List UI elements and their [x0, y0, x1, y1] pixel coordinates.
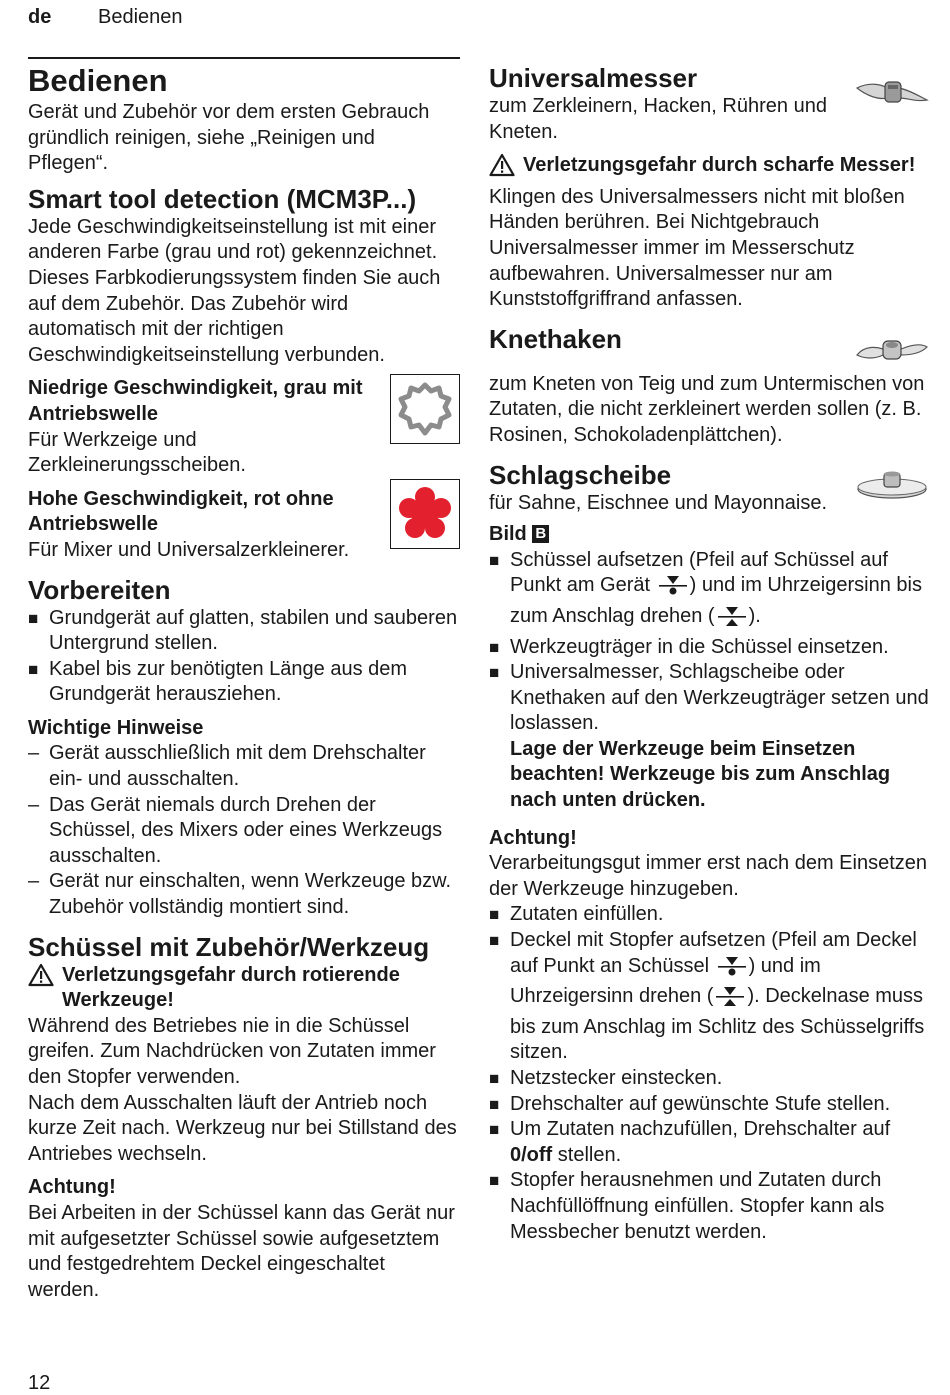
knife-warning-text: Klingen des Universalmessers nicht mit bloßen Händen berühren. Bei Nichtgebrauch Universalmesser immer im Messerschutz aufbewahren. Universalmesser nur am Kunststoffgriffrand anfassen. — [489, 185, 905, 311]
bowl-heading: Schüssel mit Zubehör/Werkzeug — [28, 931, 430, 962]
dough-text: zum Kneten von Teig und zum Untermischen von Zutaten, die nicht zerkleinert werden sollen (z. B. Rosinen, Schokoladenplättchen). — [489, 372, 925, 446]
grey-gear-icon — [390, 374, 460, 444]
list-item: ■ Werkzeugträger in die Schüssel einsetzen. — [489, 635, 929, 661]
arrow-arrow-icon — [716, 985, 744, 1015]
bullet-icon: ■ — [489, 663, 500, 683]
header-section: Bedienen — [98, 6, 183, 28]
whisk-disc-icon — [855, 467, 929, 506]
list-item: – Das Gerät niemals durch Drehen der Schüssel, des Mixers oder eines Werkzeugs ausschalten. — [28, 793, 443, 867]
list-item: ■ Deckel mit Stopfer aufsetzen (Pfeil am Deckel auf Punkt an Schüssel ) und im Uhrzeigersinn drehen ( ). Deckelnase muss bis zum Anschlag im Schlitz des Schüsselgriffs sitzen. — [489, 928, 929, 1066]
high-speed-block — [28, 487, 460, 564]
bowl-attention: Achtung! — [28, 1176, 116, 1199]
right-attention-text: Verarbeitungsgut immer erst nach dem Einsetzen der Werkzeuge hinzugeben. — [489, 852, 927, 900]
off-position-label: 0/off — [510, 1143, 553, 1166]
bild-label: Bild B — [489, 522, 929, 548]
warning-icon — [489, 153, 523, 185]
knife-text: zum Zerkleinern, Hacken, Rühren und Kneten. — [489, 95, 827, 143]
bullet-icon: ■ — [489, 905, 500, 925]
bowl-text-1: Während des Betriebes nie in die Schüssel greifen. Zum Nachdrücken von Zutaten immer den Stopfer verwenden. — [28, 1014, 436, 1088]
bullet-icon: ■ — [489, 1120, 500, 1140]
high-speed-title: Hohe Geschwindigkeit, rot ohne Antriebswelle — [28, 487, 334, 536]
whisk-block — [489, 459, 929, 517]
dough-hook-icon — [855, 333, 929, 372]
red-flower-icon — [390, 479, 460, 549]
page-number: 12 — [28, 1372, 51, 1394]
bullet-icon: ■ — [489, 1094, 500, 1114]
bullet-icon: ■ — [489, 1069, 500, 1088]
bullet-icon: ■ — [489, 1171, 500, 1191]
low-speed-title: Niedrige Geschwindigkeit, grau mit Antriebswelle — [28, 377, 363, 425]
list-item: ■ Stopfer herausnehmen und Zutaten durch Nachfüllöffnung einfüllen. Stopfer kann als Messbecher benutzt werden. — [489, 1168, 929, 1245]
intro-text: Gerät und Zubehör vor dem ersten Gebrauch gründlich reinigen, siehe „Reinigen und Pflegen“. — [28, 101, 430, 175]
bild-letter-badge: B — [532, 525, 549, 543]
whisk-heading: Schlagscheibe — [489, 459, 672, 490]
dough-heading: Knethaken — [489, 323, 622, 354]
page-header — [28, 6, 183, 29]
list-item: – Gerät nur einschalten, wenn Werkzeuge bzw. Zubehör vollständig montiert sind. — [28, 870, 452, 919]
high-speed-text: Für Mixer und Universalzerkleinerer. — [28, 538, 350, 561]
bullet-icon: ■ — [28, 659, 39, 679]
dough-block — [489, 323, 929, 372]
bullet-icon: ■ — [489, 637, 500, 657]
prep-heading: Vorbereiten — [28, 574, 171, 605]
list-item: ■ Drehschalter auf gewünschte Stufe stellen. — [489, 1092, 929, 1118]
arrow-arrow-icon — [718, 605, 746, 635]
left-column — [28, 62, 460, 1303]
universal-knife-icon — [855, 76, 929, 115]
arrow-dot-icon — [659, 574, 687, 604]
list-item: – Gerät ausschließlich mit dem Drehschalter ein- und ausschalten. — [28, 742, 426, 791]
bowl-text-2: Nach dem Ausschalten läuft der Antrieb noch kurze Zeit nach. Werkzeug nur bei Stillstand des Antriebes wechseln. — [28, 1091, 457, 1165]
warning-icon — [28, 963, 62, 1014]
page-title: Bedienen — [28, 63, 168, 98]
bowl-text-3: Bei Arbeiten in der Schüssel kann das Gerät nur mit aufgesetzter Schüssel sowie aufgesetztem und festgedrehtem Deckel eingeschaltet werden. — [28, 1201, 455, 1301]
bowl-warning: Verletzungsgefahr durch rotierende Werkzeuge! — [28, 963, 460, 1014]
bullet-icon: ■ — [28, 608, 39, 628]
low-speed-block — [28, 376, 460, 478]
list-item: ■ Netzstecker einstecken. — [489, 1066, 929, 1092]
bullet-icon: ■ — [489, 550, 500, 570]
whisk-text: für Sahne, Eischnee und Mayonnaise. — [489, 491, 827, 514]
language-code: de — [28, 6, 52, 28]
low-speed-text: Für Werkzeige und Zerkleinerungsscheiben. — [28, 428, 246, 477]
knife-block — [489, 62, 929, 145]
list-item: ■ Universalmesser, Schlagscheibe oder Knethaken auf den Werkzeugträger setzen und loslassen. Lage der Werkzeuge beim Einsetzen beachten! Werkzeuge bis zum Anschlag nach unten drücken. — [489, 660, 929, 814]
list-item: ■ Schüssel aufsetzen (Pfeil auf Schüssel auf Punkt am Gerät ) und im Uhrzeigersinn bis zum Anschlag drehen ( ). — [489, 548, 929, 635]
right-column — [489, 62, 929, 1245]
right-attention: Achtung! — [489, 826, 577, 849]
arrow-dot-icon — [718, 955, 746, 985]
list-item: ■ Um Zutaten nachzufüllen, Drehschalter auf 0/off stellen. — [489, 1117, 929, 1168]
notes-title: Wichtige Hinweise — [28, 716, 204, 739]
bullet-icon: ■ — [489, 931, 500, 951]
knife-warning: Verletzungsgefahr durch scharfe Messer! — [489, 153, 929, 185]
smart-text: Jede Geschwindigkeitseinstellung ist mit einer anderen Farbe (grau und rot) gekennzeichnet. Dieses Farbkodierungssystem finden Sie auch auf dem Zubehör. Das Zubehör wird automatisch mit der richtigen Geschwindigkeitseinstellung verbunden. — [28, 215, 441, 366]
list-item: ■ Zutaten einfüllen. — [489, 902, 929, 928]
list-item: ■ Kabel bis zur benötigten Länge aus dem Grundgerät herausziehen. — [28, 657, 460, 708]
header-rule — [28, 57, 460, 59]
smart-heading: Smart tool detection (MCM3P...) — [28, 183, 417, 214]
tool-position-note: Lage der Werkzeuge beim Einsetzen beachten! Werkzeuge bis zum Anschlag nach unten drücken. — [510, 737, 891, 812]
list-item: ■ Grundgerät auf glatten, stabilen und sauberen Untergrund stellen. — [28, 606, 460, 657]
knife-heading: Universalmesser — [489, 63, 698, 93]
